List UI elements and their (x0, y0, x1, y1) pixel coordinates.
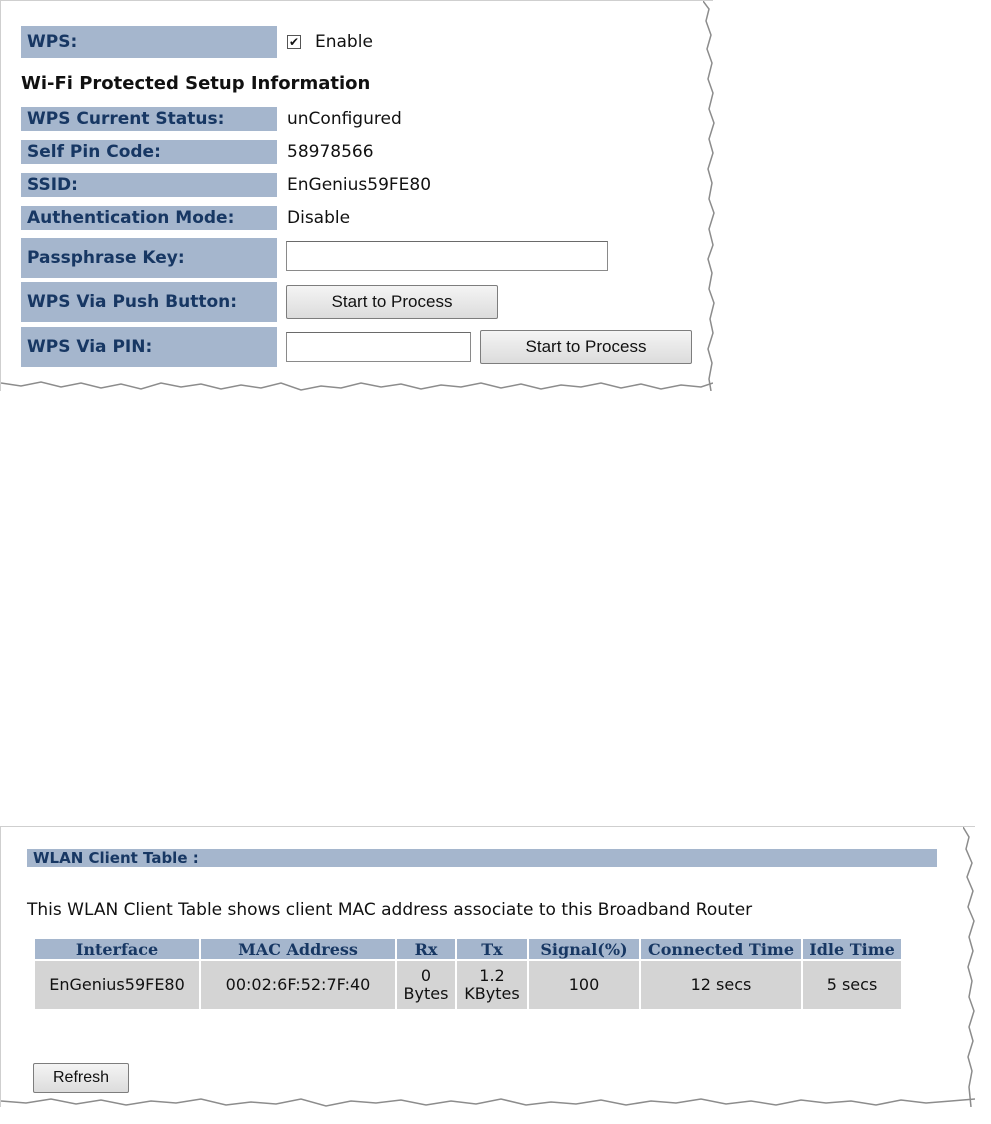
wps-status-label: WPS Current Status: (21, 107, 277, 131)
wlan-client-table (33, 937, 903, 1011)
refresh-button[interactable]: Refresh (33, 1063, 129, 1093)
push-button-row (21, 282, 701, 322)
col-connected-time: Connected Time (641, 939, 801, 959)
wps-settings-panel (0, 0, 713, 391)
wps-enable-row (21, 26, 701, 58)
auth-mode-label: Authentication Mode: (21, 206, 277, 230)
wlan-table-heading: WLAN Client Table : (27, 849, 937, 867)
col-tx: Tx (457, 939, 527, 959)
ssid-value: EnGenius59FE80 (287, 175, 432, 195)
torn-edge-right (703, 1, 717, 391)
self-pin-label: Self Pin Code: (21, 140, 277, 164)
cell-signal: 100 (529, 961, 639, 1009)
cell-mac-address: 00:02:6F:52:7F:40 (201, 961, 395, 1009)
cell-connected-time: 12 secs (641, 961, 801, 1009)
self-pin-value: 58978566 (287, 142, 374, 162)
rx-unit: Bytes (403, 984, 449, 1003)
pin-start-button[interactable]: Start to Process (480, 330, 692, 364)
wps-enable-control[interactable] (287, 26, 373, 58)
wps-status-row (21, 107, 701, 131)
ssid-label: SSID: (21, 173, 277, 197)
torn-edge-bottom (1, 377, 713, 393)
wps-enable-checkbox[interactable]: ✔ (288, 35, 300, 49)
col-interface: Interface (35, 939, 199, 959)
col-rx: Rx (397, 939, 455, 959)
wps-info-heading: Wi-Fi Protected Setup Information (21, 73, 371, 94)
pin-row (21, 327, 701, 367)
tx-value: 1.2 (479, 965, 505, 985)
wps-label: WPS: (21, 26, 277, 58)
pin-input[interactable] (286, 332, 471, 362)
cell-interface: EnGenius59FE80 (35, 961, 199, 1009)
cell-idle-time: 5 secs (803, 961, 901, 1009)
torn-edge-right (963, 827, 977, 1107)
col-idle-time: Idle Time (803, 939, 901, 959)
wlan-client-panel (0, 826, 975, 1107)
push-button-label: WPS Via Push Button: (21, 282, 277, 322)
wps-status-value: unConfigured (287, 109, 402, 129)
auth-mode-row (21, 206, 701, 230)
torn-edge-bottom (1, 1093, 975, 1109)
wlan-table-description: This WLAN Client Table shows client MAC address associate to this Broadband Router (27, 900, 753, 920)
table-header-row (35, 939, 901, 959)
push-button-start-button[interactable]: Start to Process (286, 285, 498, 319)
pin-label: WPS Via PIN: (21, 327, 277, 367)
self-pin-row (21, 140, 701, 164)
passphrase-input[interactable] (286, 241, 608, 271)
table-row (35, 961, 901, 1009)
rx-value: 0 (420, 965, 432, 985)
tx-unit: KBytes (464, 984, 520, 1003)
col-signal: Signal(%) (529, 939, 639, 959)
passphrase-label: Passphrase Key: (21, 238, 277, 278)
wps-enable-label: Enable (315, 32, 373, 52)
passphrase-row (21, 238, 701, 278)
cell-rx (397, 961, 455, 1009)
col-mac-address: MAC Address (201, 939, 395, 959)
ssid-row (21, 173, 701, 197)
auth-mode-value: Disable (287, 208, 351, 228)
cell-tx (457, 961, 527, 1009)
